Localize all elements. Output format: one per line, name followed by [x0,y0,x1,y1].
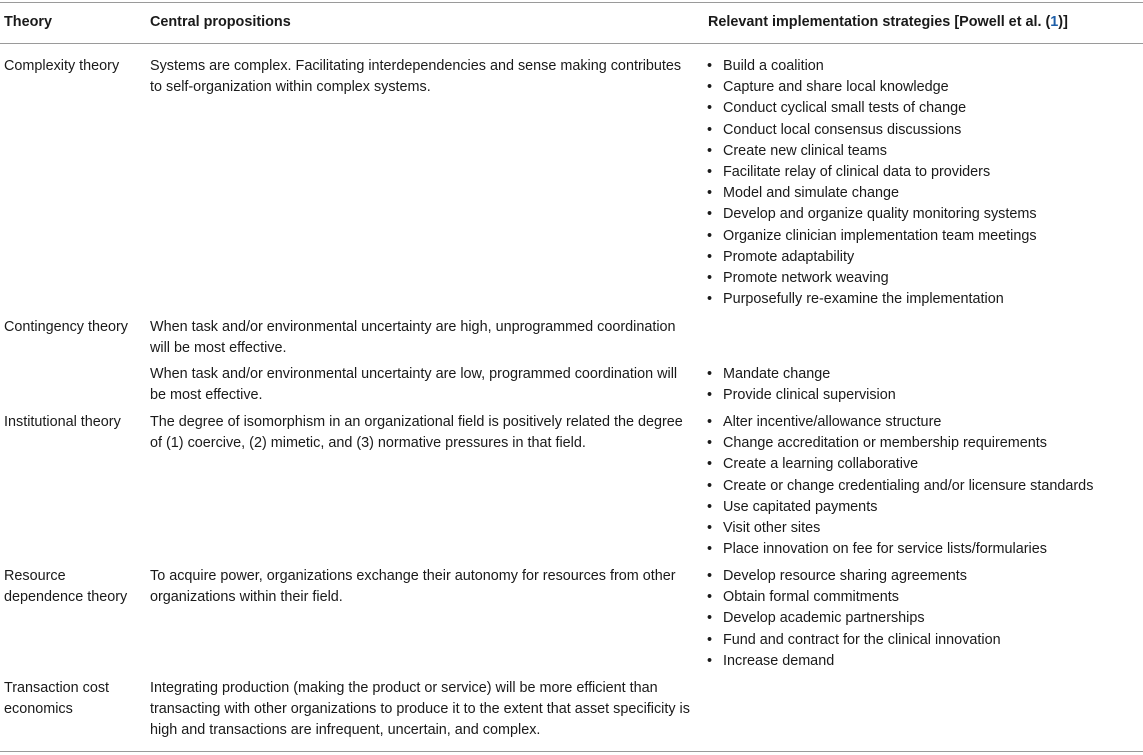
row-resource-dependence-theory-proposition: To acquire power, organizations exchange their autonomy for resources from other organizations within their field. [150,568,676,606]
bullet-icon: • [707,435,713,452]
bullet-icon: • [707,100,713,117]
strategy-item: • Mandate change [702,364,1142,385]
strategy-item: • Purposefully re-examine the implementation [702,289,1142,310]
row-contingency-theory-name: Contingency theory [4,319,128,335]
table-bottom-rule [0,751,1143,752]
strategy-item: • Develop and organize quality monitoring systems [702,204,1142,225]
strategy-item: • Fund and contract for the clinical innovation [702,630,1142,651]
strategy-item: • Create new clinical teams [702,141,1142,162]
bullet-icon: • [707,541,713,558]
bullet-icon: • [707,79,713,96]
bullet-icon: • [707,227,713,244]
row-contingency-theory-proposition-low: When task and/or environmental uncertainty are low, programmed coordination will be most effective. [150,366,678,404]
row-complexity-theory-strategies [702,56,1142,310]
strategy-item: • Promote adaptability [702,247,1142,268]
row-institutional-theory-name: Institutional theory [4,414,121,430]
strategy-item: • Promote network weaving [702,268,1142,289]
bullet-icon: • [707,520,713,537]
header-rule [0,43,1143,44]
bullet-icon: • [707,456,713,473]
row-complexity-theory-proposition: Systems are complex. Facilitating interdependencies and sense making contributes to self-organization within complex systems. [150,58,682,96]
strategy-item: • Conduct cyclical small tests of change [702,98,1142,119]
header-theory: Theory [4,14,52,30]
bullet-icon: • [707,652,713,669]
row-transaction-cost-economics-name: Transaction cost economics [4,680,110,718]
row-institutional-theory-proposition: The degree of isomorphism in an organizational field is positively related the degree of (1) coercive, (2) mimetic, and (3) normative pressures in that field. [150,414,683,452]
header-implementation-strategies [708,13,1068,31]
strategy-item: • Create or change credentialing and/or licensure standards [702,476,1142,497]
strategy-item: • Model and simulate change [702,183,1142,204]
bullet-icon: • [707,206,713,223]
bullet-icon: • [707,610,713,627]
bullet-icon: • [707,366,713,382]
bullet-icon: • [707,121,713,138]
bullet-icon: • [707,291,713,308]
row-resource-dependence-theory-name: Resource dependence theory [4,568,128,606]
bullet-icon: • [707,498,713,515]
strategy-item: • Change accreditation or membership requirements [702,433,1142,454]
bullet-icon: • [707,631,713,648]
bullet-icon: • [707,185,713,202]
row-contingency-theory-proposition-high: When task and/or environmental uncertainty are high, unprogrammed coordination will be most effective. [150,319,676,357]
strategy-item: • Alter incentive/allowance structure [702,412,1142,433]
row-transaction-cost-economics-proposition: Integrating production (making the product or service) will be more efficient than transacting with other organizations to produce it to the extent that asset specificity is high and transactions are infrequent, uncertain, and complex. [150,680,690,739]
strategy-item: • Organize clinician implementation team meetings [702,226,1142,247]
bullet-icon: • [707,270,713,287]
bullet-icon: • [707,142,713,159]
strategy-item: • Visit other sites [702,518,1142,539]
bullet-icon: • [707,589,713,606]
strategy-item: • Increase demand [702,651,1142,672]
bullet-icon: • [707,477,713,494]
strategy-item: • Obtain formal commitments [702,587,1142,608]
strategy-item: • Conduct local consensus discussions [702,120,1142,141]
bullet-icon: • [707,58,713,74]
strategy-item: • Build a coalition [702,56,1142,77]
strategy-item: • Facilitate relay of clinical data to providers [702,162,1142,183]
strategy-item: • Place innovation on fee for service lists/formularies [702,539,1142,560]
header-central-propositions: Central propositions [150,14,291,30]
row-complexity-theory-name: Complexity theory [4,58,120,74]
row-contingency-theory-strategies [702,364,1142,406]
header-strategies-suffix: )] [1058,14,1068,30]
strategy-item: • Create a learning collaborative [702,454,1142,475]
bullet-icon: • [707,248,713,265]
bullet-icon: • [707,387,713,404]
strategy-item: • Capture and share local knowledge [702,77,1142,98]
header-strategies-text: Relevant implementation strategies [Powell et al. ( [708,14,1051,30]
strategy-item: • Develop academic partnerships [702,608,1142,629]
bullet-icon: • [707,164,713,181]
bullet-icon: • [707,568,713,584]
strategy-item: • Provide clinical supervision [702,385,1142,406]
table-top-rule [0,2,1143,3]
bullet-icon: • [707,414,713,430]
row-resource-dependence-theory-strategies [702,566,1142,672]
strategy-item: • Use capitated payments [702,497,1142,518]
row-institutional-theory-strategies [702,412,1142,560]
strategy-item: • Develop resource sharing agreements [702,566,1142,587]
reference-link[interactable]: 1 [1050,14,1059,30]
